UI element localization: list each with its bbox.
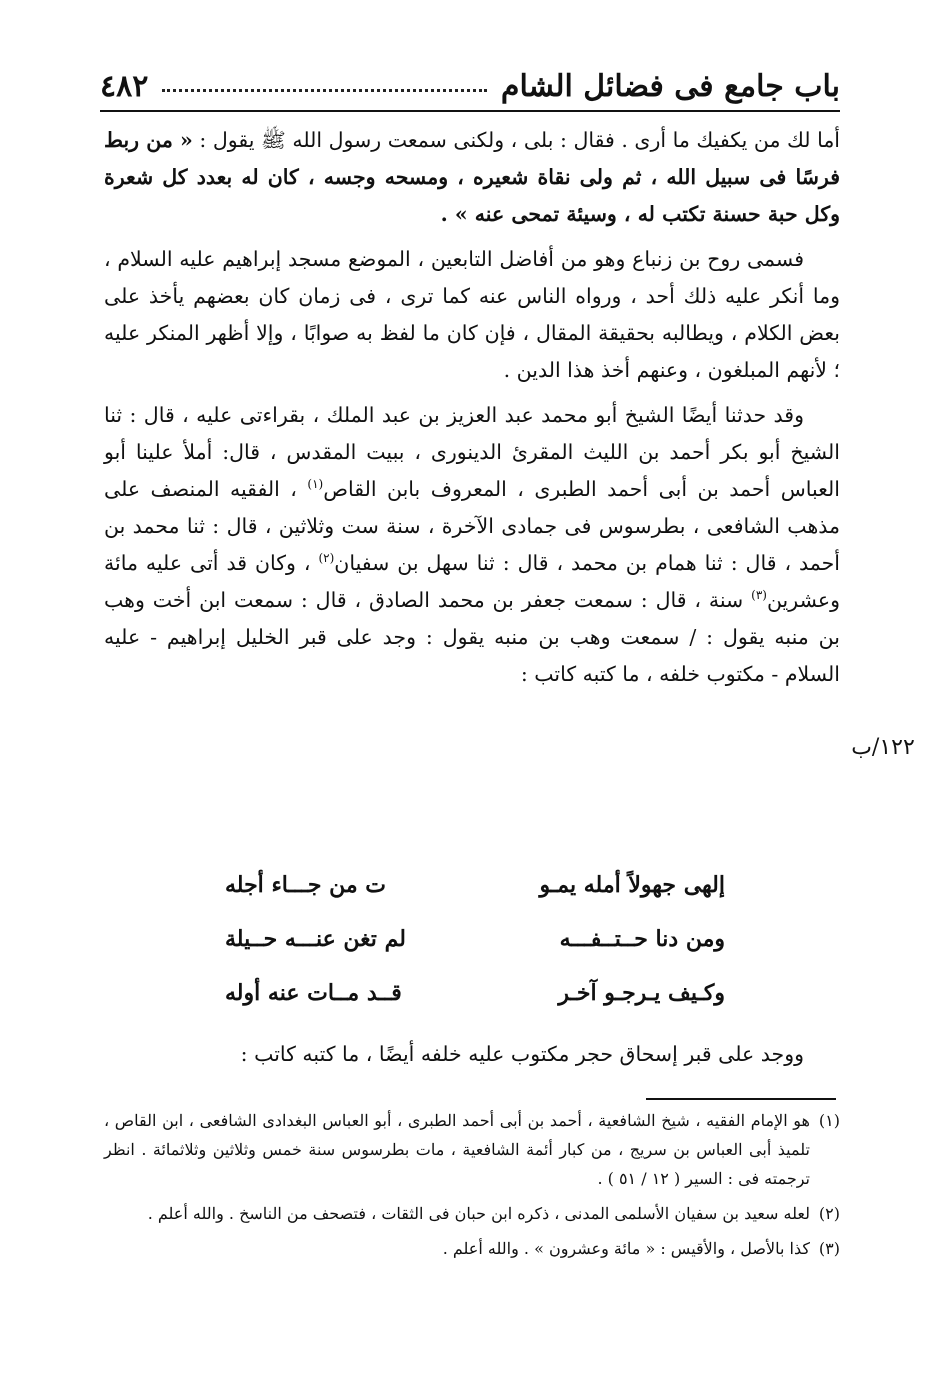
footnote-ref-1[interactable]: (١): [307, 477, 324, 492]
poem-verse: [225, 926, 725, 980]
footnote-number: (٣): [818, 1239, 840, 1258]
footnote-text: هو الإمام الفقيه ، شيخ الشافعية ، أحمد بن أبى أحمد الطبرى ، أبو العباس البغدادى الشافعى ، ابن القاص ، تلميذ أبى العباس بن سريج ، من كبار أئمة الشافعية ، مات بطرسوس سنة خمس وثلاثين وثلاثمائة . انظر ترجمته فى : السير ( ١٢ / ٥١ ) .: [104, 1111, 810, 1188]
after-poem-line: ووجد على قبر إسحاق حجر مكتوب عليه خلفه أيضًا ، ما كتبه كاتب :: [240, 1042, 804, 1066]
footnotes: [104, 1106, 840, 1269]
manuscript-folio-note: ١٢٢/ب: [851, 735, 915, 760]
footnote-2: [104, 1199, 840, 1228]
footnote-text: كذا بالأصل ، والأقيس : « مائة وعشرون » . والله أعلم .: [442, 1239, 810, 1258]
running-title: باب جامع فى فضائل الشام: [500, 69, 840, 104]
footnote-1: [104, 1106, 840, 1193]
paragraph-1-intro: أما لك من يكفيك ما أرى . فقال : بلى ، ولكنى سمعت رسول الله ﷺ يقول :: [199, 128, 840, 152]
paragraph-3-part-c: ، وكان قد أتى عليه مائة وعشرين: [104, 551, 840, 612]
paragraph-2: فسمى روح بن زنباع وهو من أفاضل التابعين ، الموضع مسجد إبراهيم عليه السلام ، وما أنكر عليه ذلك أحد ، ورواه الناس عنه كما ترى ، فى زمان كان بعضهم يأخذ على بعض الكلام ، ويطالبه بحقيقة المقال ، فإن كان ما لفظ به صوابًا ، وإلا أظهر المنكر عليه ؛ لأنهم المبلغون ، وعنهم أخذ هذا الدين .: [104, 247, 840, 382]
hemistich-second: لم تغن عنـــه حــيلة: [225, 926, 406, 952]
main-text: [104, 122, 840, 701]
hemistich-first: إلهى جهولاً أمله يمـو: [539, 872, 725, 898]
paragraph-3-part-d: سنة ، قال : سمعت جعفر بن محمد الصادق ، قال : سمعت ابن أخت وهب بن منبه يقول : / سمعت وهب بن منبه يقول : وجد على قبر الخليل إبراهيم - عليه السلام - مكتوب خلفه ، ما كتبه كاتب :: [104, 588, 840, 686]
poem-verse: [225, 980, 725, 1034]
footnote-number: (٢): [818, 1204, 840, 1223]
page-number: ٤٨٢: [100, 69, 149, 104]
hemistich-second: قــد مــات عنه أوله: [225, 980, 402, 1006]
paragraph-3: [104, 397, 840, 693]
hadith-quote: « من ربط فرسًا فى سبيل الله ، ثم ولى نقاة شعيره ، ومسحه وجسه ، كان له بعدد كل شعرة وكل حبة حسنة تكتب له ، وسيئة تمحى عنه » .: [104, 128, 840, 226]
footnote-ref-3[interactable]: (٣): [751, 588, 767, 603]
footnote-number: (١): [818, 1111, 840, 1130]
footnote-text: لعله سعيد بن سفيان الأسلمى المدنى ، ذكره ابن حبان فى الثقات ، فتصحف من الناسخ . والله أعلم .: [147, 1204, 810, 1223]
paragraph-1: [104, 122, 840, 233]
paragraph-3-part-a: وقد حدثنا أيضًا الشيخ أبو محمد عبد العزيز بن عبد الملك ، بقراءتى عليه ، قال : ثنا الشيخ أبو بكر أحمد بن الليث المقرئ الدينورى ، ببيت المقدس ، قال: أملأ علينا أبو العباس أحمد بن أبى أحمد الطبرى ، المعروف بابن القاص: [104, 403, 840, 501]
footnote-3: [104, 1234, 840, 1263]
poem-verse: [225, 872, 725, 926]
hemistich-first: ومن دنا حــتــفـــه: [559, 926, 725, 952]
footnote-ref-2[interactable]: (٢): [318, 551, 335, 566]
hemistich-second: ت من جـــاء أجله: [225, 872, 386, 898]
header-dotted-leader: [162, 89, 487, 92]
page-header: [100, 58, 840, 112]
poem: [225, 872, 725, 1034]
hemistich-first: وكـيف يـرجـو آخـر: [558, 980, 725, 1006]
paragraph-3-part-b: ، الفقيه المنصف على مذهب الشافعى ، بطرسوس فى جمادى الآخرة ، سنة ست وثلاثين ، قال : ثنا محمد بن أحمد ، قال : ثنا همام بن محمد ، قال : ثنا سهل بن سفيان: [104, 477, 840, 575]
footnote-separator: [646, 1098, 836, 1100]
